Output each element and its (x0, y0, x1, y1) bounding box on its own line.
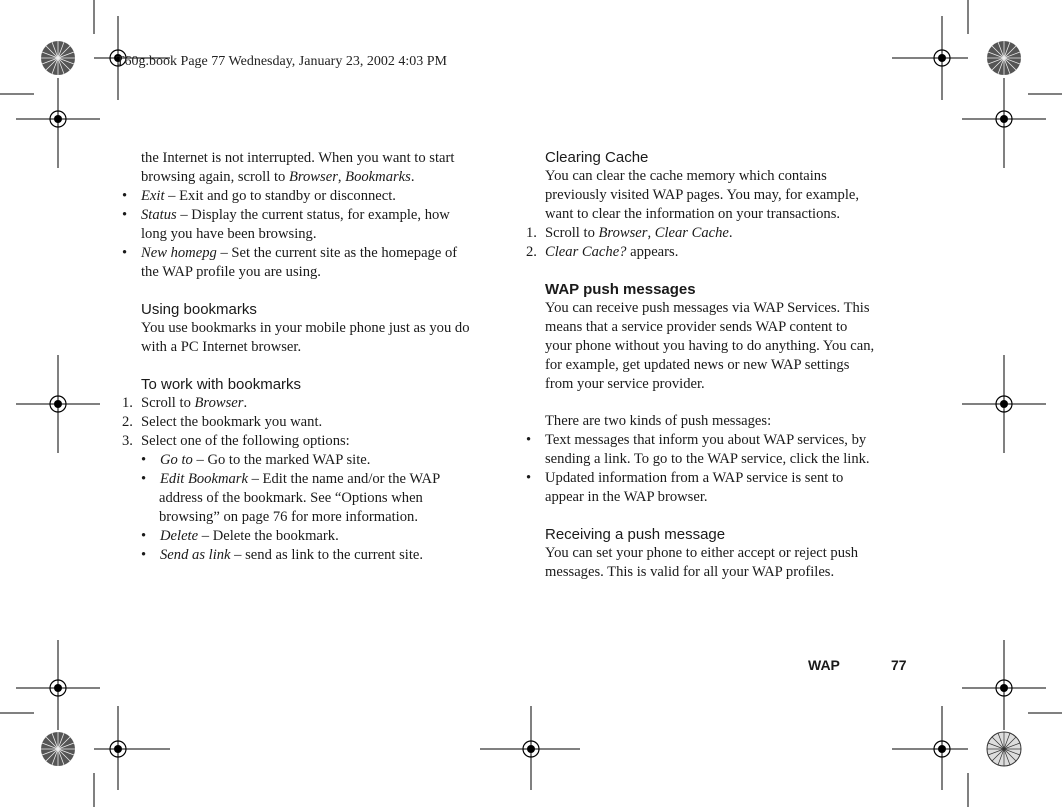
starburst-target-bottom-right (987, 732, 1021, 766)
option-new-homepage-cont: the WAP profile you are using. (141, 264, 321, 280)
push-kind-updated-info-cont: appear in the WAP browser. (545, 489, 708, 505)
heading-clearing-cache: Clearing Cache (545, 149, 649, 166)
paragraph-line: You use bookmarks in your mobile phone just as you do (141, 320, 470, 336)
paragraph-line: previously visited WAP pages. You may, for example, (545, 187, 859, 203)
paragraph-line: your phone without you having to do anything. You can, (545, 338, 875, 354)
option-exit: • Exit – Exit and go to standby or disconnect. (122, 188, 396, 204)
option-status: • Status – Display the current status, for example, how (122, 207, 450, 223)
suboption-delete: • Delete – Delete the bookmark. (141, 528, 339, 544)
step-1: 1. Scroll to Browser. (122, 395, 248, 411)
starburst-target-top-left (41, 41, 75, 75)
push-kind-text-messages: • Text messages that inform you about WAP services, by (526, 432, 867, 448)
footer-section-title: WAP (808, 657, 840, 673)
paragraph-line: messages. This is valid for all your WAP profiles. (545, 564, 835, 580)
suboption-go-to: • Go to – Go to the marked WAP site. (141, 452, 371, 468)
push-kind-text-messages-cont: sending a link. To go to the WAP service, click the link. (545, 451, 870, 467)
heading-work-with-bookmarks: To work with bookmarks (141, 376, 302, 393)
bullet-glyph: • (141, 452, 147, 468)
bullet-glyph: • (122, 245, 128, 261)
footer-page-number: 77 (891, 657, 907, 673)
left-column (122, 149, 522, 565)
bullet-glyph: • (122, 188, 128, 204)
cache-step-1: 1. Scroll to Browser, Clear Cache. (526, 225, 733, 241)
bullet-glyph: • (141, 471, 147, 487)
starburst-target-top-right (987, 41, 1021, 75)
starburst-target-bottom-left (41, 732, 75, 766)
print-header: T60g.book Page 77 Wednesday, January 23, 2002 4:03 PM (116, 54, 447, 69)
heading-using-bookmarks: Using bookmarks (141, 301, 257, 318)
suboption-send-as-link: • Send as link – send as link to the current site. (141, 547, 424, 563)
push-kind-updated-info: • Updated information from a WAP service is sent to (526, 470, 844, 486)
heading-wap-push-messages: WAP push messages (545, 281, 696, 298)
bullet-glyph: • (526, 470, 532, 486)
option-status-cont: long you have been browsing. (141, 226, 317, 242)
paragraph-line: for example, get updated news or new WAP settings (545, 357, 850, 373)
paragraph-line: You can receive push messages via WAP Services. This (545, 300, 870, 316)
bullet-glyph: • (122, 207, 128, 223)
cache-step-2: 2. Clear Cache? appears. (526, 244, 679, 260)
bullet-glyph: • (526, 432, 532, 448)
suboption-edit-cont: address of the bookmark. See “Options when (159, 490, 423, 506)
paragraph-line: from your service provider. (545, 376, 705, 392)
paragraph-line: There are two kinds of push messages: (545, 413, 772, 429)
step-3: 3. Select one of the following options: (122, 433, 350, 449)
paragraph-line: You can set your phone to either accept or reject push (545, 545, 858, 561)
bullet-glyph: • (141, 528, 147, 544)
right-column (526, 148, 926, 582)
option-new-homepage: • New homepg – Set the current site as the homepage of (122, 245, 458, 261)
heading-receiving-push-message: Receiving a push message (545, 526, 726, 543)
intro-line: the Internet is not interrupted. When you want to start (141, 150, 455, 166)
paragraph-line: means that a service provider sends WAP content to (545, 319, 848, 335)
intro-line: browsing again, scroll to Browser, Bookmarks. (141, 169, 415, 185)
suboption-edit-cont: browsing” on page 76 for more information. (159, 509, 418, 525)
paragraph-line: You can clear the cache memory which contains (545, 168, 827, 184)
bullet-glyph: • (141, 547, 147, 563)
paragraph-line: with a PC Internet browser. (141, 339, 302, 355)
suboption-edit-bookmark: • Edit Bookmark – Edit the name and/or the WAP (141, 471, 441, 487)
paragraph-line: want to clear the information on your transactions. (545, 206, 841, 222)
step-2: 2. Select the bookmark you want. (122, 414, 323, 430)
